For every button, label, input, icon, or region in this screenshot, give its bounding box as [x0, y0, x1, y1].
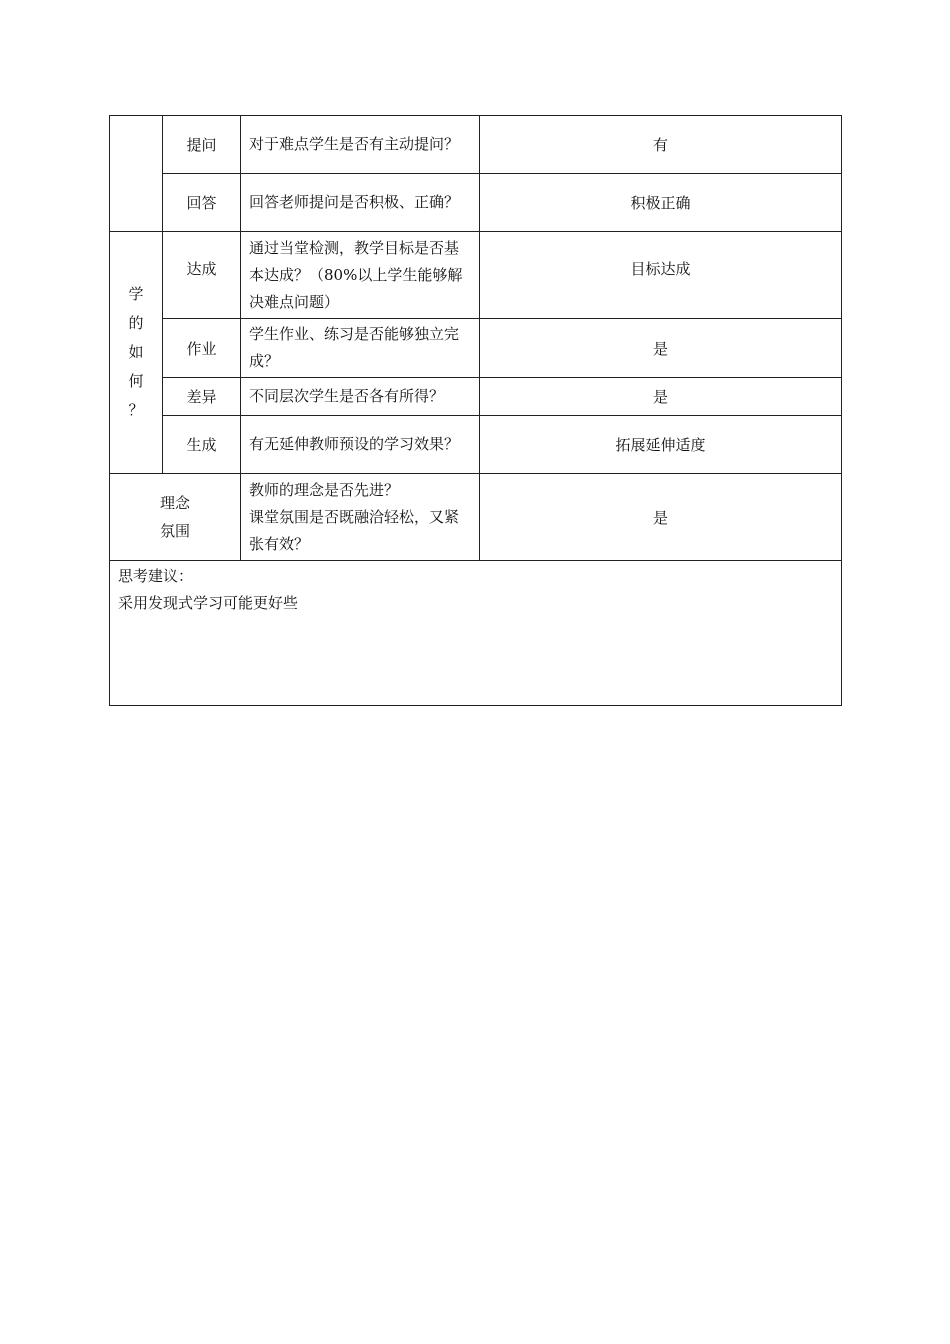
criterion-cell: 有无延伸教师预设的学习效果？	[241, 416, 480, 474]
category-cell-learning	[110, 232, 163, 474]
result-cell: 是	[480, 474, 842, 561]
result-cell: 拓展延伸适度	[480, 416, 842, 474]
table-row	[110, 174, 842, 232]
criterion-cell: 通过当堂检测，教学目标是否基本达成？（80%以上学生能够解决难点问题）	[241, 232, 480, 319]
atmosphere-label-cell	[110, 474, 241, 561]
atmosphere-criterion-cell	[241, 474, 480, 561]
category-cell-empty	[110, 116, 163, 232]
criterion-cell: 对于难点学生是否有主动提问？	[241, 116, 480, 174]
evaluation-table	[109, 115, 842, 706]
result-cell: 是	[480, 319, 842, 378]
sub-category-cell: 回答	[163, 174, 241, 232]
result-cell: 积极正确	[480, 174, 842, 232]
category-char: 如	[128, 343, 144, 361]
reflection-cell	[110, 561, 842, 706]
criterion-cell: 不同层次学生是否各有所得？	[241, 378, 480, 416]
atmosphere-label-line: 理念	[159, 494, 190, 512]
sub-category-cell: 作业	[163, 319, 241, 378]
result-cell: 目标达成	[480, 232, 842, 319]
sub-category-cell: 差异	[163, 378, 241, 416]
table-row	[110, 232, 842, 319]
sub-category-cell: 生成	[163, 416, 241, 474]
criterion-cell: 回答老师提问是否积极、正确？	[241, 174, 480, 232]
atmosphere-criterion-line: 课堂氛围是否既融洽轻松，又紧张有效？	[249, 507, 460, 553]
result-cell: 有	[480, 116, 842, 174]
sub-category-cell: 提问	[163, 116, 241, 174]
result-cell: 是	[480, 378, 842, 416]
atmosphere-label-line: 氛围	[159, 522, 190, 540]
table-row	[110, 319, 842, 378]
sub-category-cell: 达成	[163, 232, 241, 319]
criterion-cell: 学生作业、练习是否能够独立完成？	[241, 319, 480, 378]
table-row	[110, 474, 842, 561]
category-char: ？	[128, 401, 144, 419]
category-char: 的	[128, 314, 144, 332]
reflection-row	[110, 561, 842, 706]
table-row	[110, 378, 842, 416]
atmosphere-criterion-line: 教师的理念是否先进？	[249, 480, 400, 499]
category-char: 何	[128, 372, 144, 390]
reflection-label: 思考建议：	[118, 567, 194, 585]
table-row	[110, 116, 842, 174]
category-char: 学	[128, 285, 144, 303]
table-row	[110, 416, 842, 474]
reflection-text: 采用发现式学习可能更好些	[118, 594, 299, 612]
